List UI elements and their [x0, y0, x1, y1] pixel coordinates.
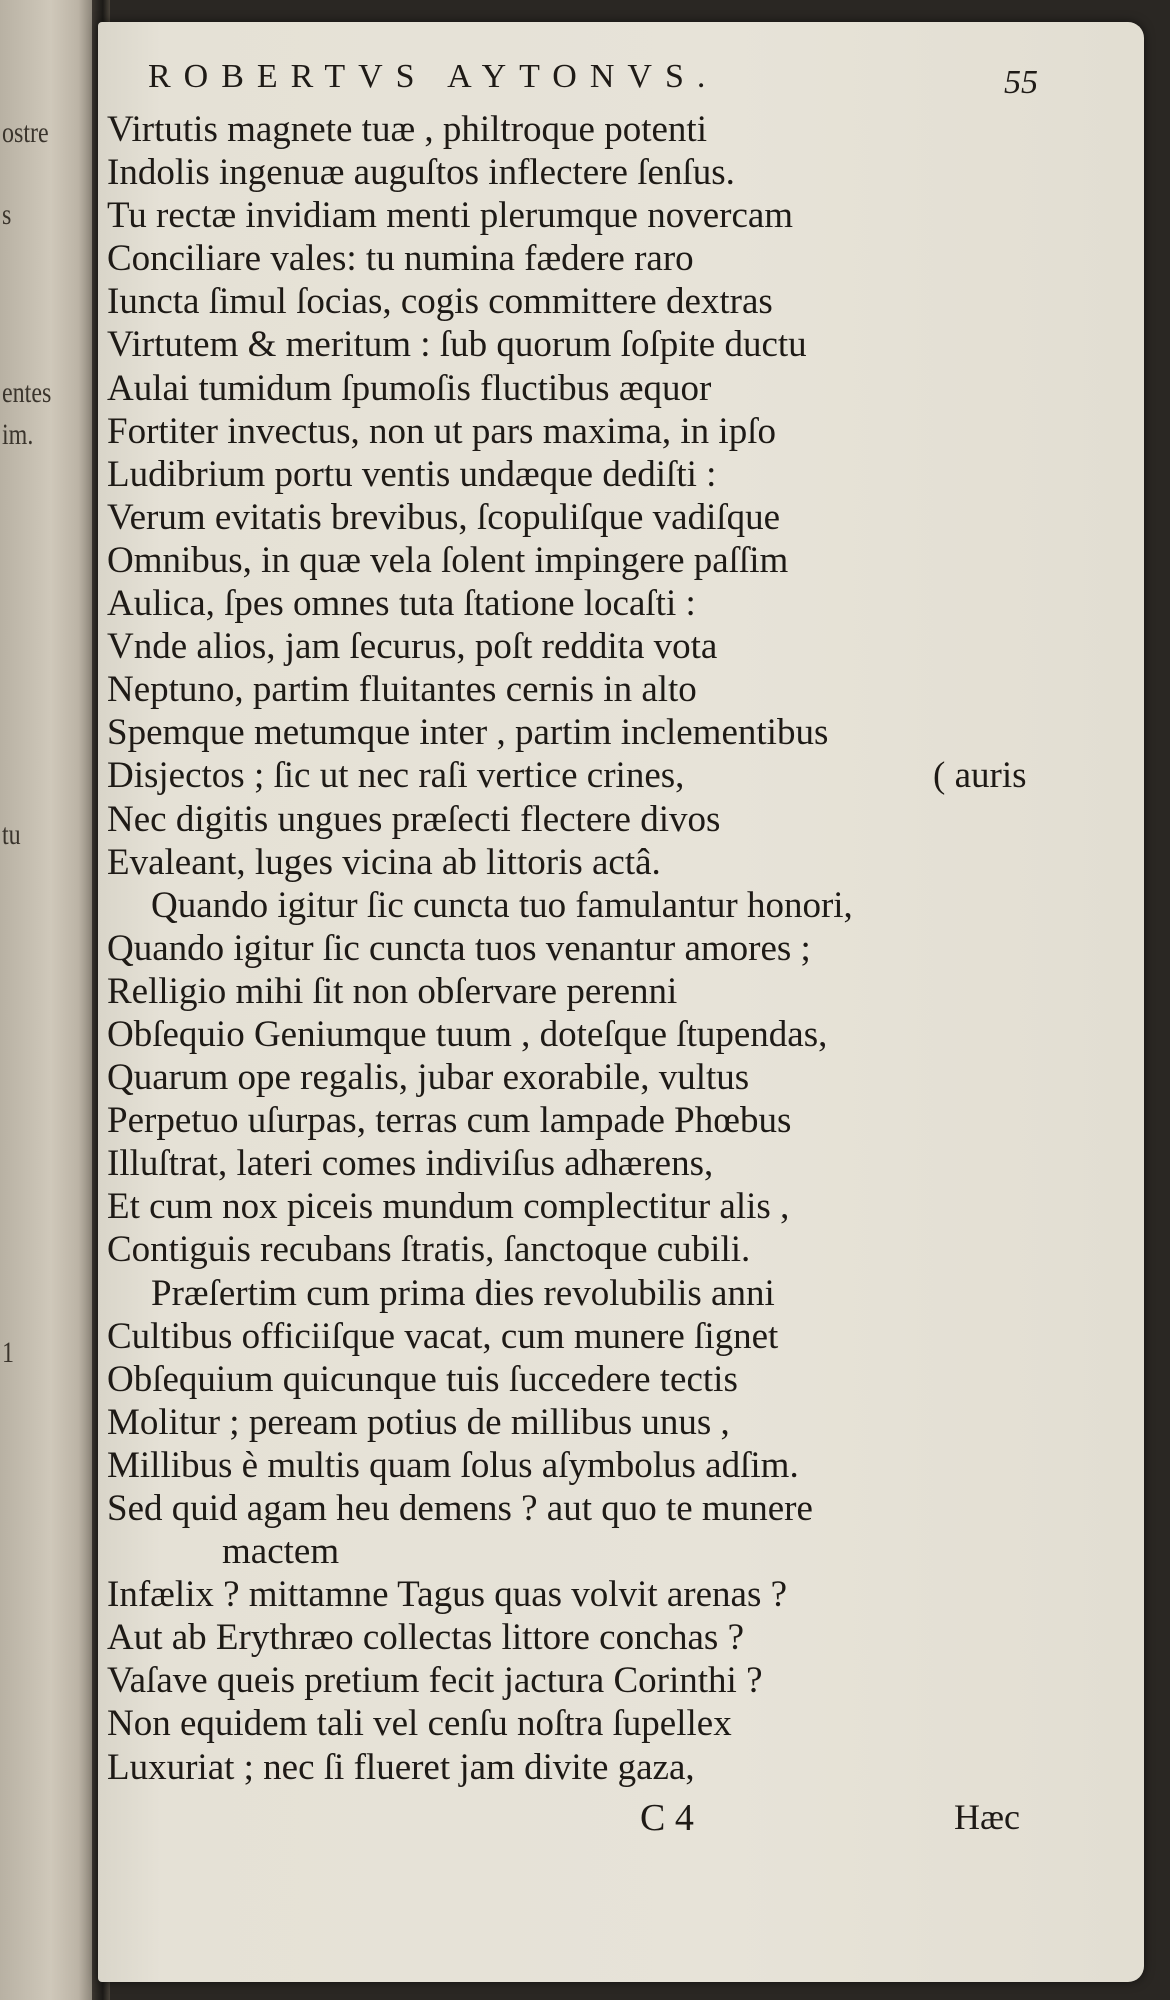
- verse-line: Aut ab Erythræo collectas littore conchas ?: [107, 1617, 745, 1659]
- verse-line: Obſequio Geniumque tuum , doteſque ſtupendas,: [107, 1013, 828, 1055]
- verse-line: Conciliare vales: tu numina fædere raro: [107, 238, 694, 280]
- running-title: ROBERTVS AYTONVS.: [148, 58, 719, 95]
- verse-line-indented: Quando igitur ſic cuncta tuo famulantur honori,: [151, 884, 853, 926]
- verse-line: Ludibrium portu ventis undæque dediſti :: [107, 453, 717, 495]
- verse-line: Fortiter invectus, non ut pars maxima, in ipſo: [107, 410, 776, 452]
- verse-line: Millibus è multis quam ſolus aſymbolus adſim.: [107, 1444, 799, 1486]
- verse-line: Tu rectæ invidiam menti plerumque novercam: [107, 195, 794, 237]
- verse-line: Et cum nox piceis mundum complectitur alis ,: [107, 1186, 790, 1228]
- verse-line: Molitur ; peream potius de millibus unus ,: [107, 1401, 730, 1443]
- verse-line: Iuncta ſimul ſocias, cogis committere dextras: [107, 281, 773, 323]
- verse-line: Illuſtrat, lateri comes indiviſus adhærens,: [107, 1143, 714, 1185]
- verse-line: Non equidem tali vel cenſu noſtra ſupellex: [107, 1703, 732, 1745]
- verse-line: Omnibus, in quæ vela ſolent impingere paſſim: [107, 539, 789, 581]
- poem-text: [107, 108, 1047, 1789]
- verse-line: Virtutem & meritum : ſub quorum ſoſpite ductu: [107, 324, 807, 366]
- verse-line: Contiguis recubans ſtratis, ſanctoque cubili.: [107, 1229, 751, 1271]
- catchword: Hæc: [954, 1797, 1020, 1837]
- verse-line: Obſequium quicunque tuis ſuccedere tectis: [107, 1358, 738, 1400]
- facing-page-fragment: 1: [2, 1336, 14, 1369]
- page-number: 55: [1004, 64, 1038, 101]
- verse-line: Vaſave queis pretium fecit jactura Corinthi ?: [107, 1660, 763, 1702]
- verse-line: Aulica, ſpes omnes tuta ſtatione locaſti :: [107, 583, 696, 625]
- verse-line: Sed quid agam heu demens ? aut quo te munere: [107, 1488, 813, 1529]
- verse-line: Quando igitur ſic cuncta tuos venantur amores ;: [107, 927, 811, 969]
- facing-page-fragment: im.: [2, 418, 34, 451]
- signature-mark: C 4: [640, 1797, 694, 1839]
- verse-line: Perpetuo uſurpas, terras cum lampade Phœbus: [107, 1100, 792, 1142]
- verse-line: Cultibus officiiſque vacat, cum munere ſignet: [107, 1315, 779, 1357]
- verse-line-indented: Præſertim cum prima dies revolubilis anni: [151, 1272, 775, 1314]
- verse-line: Nec digitis ungues præſecti flectere divos: [107, 798, 721, 840]
- verse-line: Spemque metumque inter , partim inclementibus: [107, 712, 829, 754]
- verse-line: Evaleant, luges vicina ab littoris actâ.: [107, 841, 661, 883]
- facing-page-fragment: tu: [2, 818, 21, 851]
- facing-page-fragment: entes: [2, 376, 52, 409]
- verse-line-with-note: [107, 754, 1047, 797]
- verse-line: Neptuno, partim fluitantes cernis in alto: [107, 669, 697, 711]
- verse-text: Disjectos ; ſic ut nec raſi vertice crines,: [107, 755, 685, 797]
- verse-line: Virtutis magnete tuæ , philtroque potenti: [107, 109, 707, 150]
- verse-line: Luxuriat ; nec ſi flueret jam divite gaza,: [107, 1746, 695, 1788]
- facing-page-fragment: ostre: [2, 116, 49, 149]
- facing-page-fragment: s: [2, 198, 12, 231]
- verse-line: Verum evitatis brevibus, ſcopuliſque vadiſque: [107, 496, 781, 538]
- verse-line: Relligio mihi ſit non obſervare perenni: [107, 970, 678, 1012]
- facing-page-edge: [0, 0, 92, 2000]
- verse-line: Indolis ingenuæ auguſtos inflectere ſenſus.: [107, 152, 735, 194]
- verse-line: Quarum ope regalis, jubar exorabile, vultus: [107, 1057, 750, 1099]
- verse-line-turnover: mactem: [222, 1531, 340, 1573]
- verse-line: Aulai tumidum ſpumoſis fluctibus æquor: [107, 367, 712, 409]
- verse-line: Infælix ? mittamne Tagus quas volvit arenas ?: [107, 1574, 788, 1616]
- marginal-note: ( auris: [933, 755, 1027, 797]
- verse-line: Vnde alios, jam ſecurus, poſt reddita vota: [107, 626, 718, 668]
